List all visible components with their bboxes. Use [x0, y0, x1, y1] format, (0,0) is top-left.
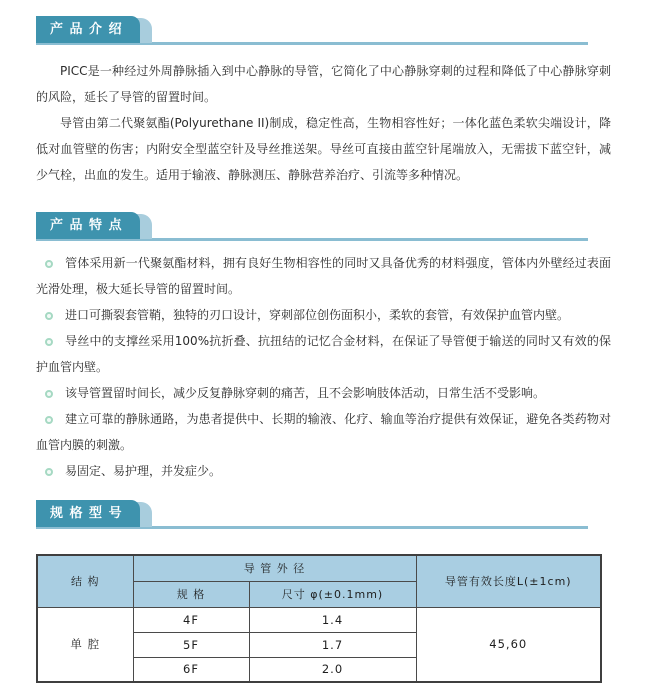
section-heading-specs	[36, 500, 588, 529]
cell-effective-length: 45,60	[416, 607, 601, 682]
col-header-outer-diameter: 导 管 外 径	[133, 555, 416, 581]
col-header-effective-length: 导管有效长度L(±1cm)	[416, 555, 601, 607]
feature-item-text: 该导管置留时间长，减少反复静脉穿刺的痛苦，且不会影响肢体活动，日常生活不受影响。	[65, 386, 546, 400]
feature-item	[36, 380, 611, 406]
table-row	[37, 607, 601, 632]
cell-size: 2.0	[249, 657, 416, 682]
cell-spec: 6F	[133, 657, 249, 682]
cell-structure: 单 腔	[37, 607, 133, 682]
intro-paragraph-2: 导管由第二代聚氨酯(Polyurethane II)制成，稳定性高，生物相容性好；一体化蓝色柔软尖端设计，降低对血管壁的伤害；内附安全型蓝空针及导丝推送架。导丝可直接由蓝空针尾端放入，无需拔下蓝空针，减少气栓，出血的发生。适用于输液、静脉测压、静脉营养治疗、引流等多种情况。	[36, 116, 611, 182]
col-header-spec: 规 格	[133, 581, 249, 607]
cell-spec: 4F	[133, 607, 249, 632]
section-title-specs-label: 规 格 型 号	[50, 506, 123, 521]
feature-item-text: 导丝中的支撑丝采用100%抗折叠、抗扭结的记忆合金材料，在保证了导管便于输送的同时又有效的保护血管内壁。	[36, 334, 611, 374]
ring-bullet-icon	[45, 468, 53, 476]
ring-bullet-icon	[45, 338, 53, 346]
feature-item-text: 进口可撕裂套管鞘，独特的刃口设计，穿刺部位创伤面积小，柔软的套管，有效保护血管内壁。	[65, 308, 570, 322]
cell-size: 1.4	[249, 607, 416, 632]
ring-bullet-icon	[45, 260, 53, 268]
ring-bullet-icon	[45, 312, 53, 320]
intro-paragraph-1: PICC是一种经过外周静脉插入到中心静脉的导管，它简化了中心静脉穿刺的过程和降低了中心静脉穿刺的风险，延长了导管的留置时间。	[36, 64, 611, 104]
section-title-intro	[36, 16, 140, 43]
ring-bullet-icon	[45, 416, 53, 424]
feature-item-text: 易固定、易护理，并发症少。	[65, 464, 222, 478]
feature-item-text: 管体采用新一代聚氨酯材料，拥有良好生物相容性的同时又具备优秀的材料强度，管体内外壁经过表面光滑处理，极大延长导管的留置时间。	[36, 256, 611, 296]
features-list	[36, 250, 611, 484]
section-heading-features	[36, 212, 588, 241]
section-title-specs	[36, 500, 140, 527]
section-title-features	[36, 212, 140, 239]
cell-spec: 5F	[133, 632, 249, 657]
intro-body	[36, 58, 611, 188]
spec-table	[36, 554, 602, 683]
feature-item	[36, 458, 611, 484]
feature-item	[36, 302, 611, 328]
feature-item	[36, 406, 611, 458]
feature-item	[36, 250, 611, 302]
cell-size: 1.7	[249, 632, 416, 657]
section-heading-intro	[36, 16, 588, 45]
ring-bullet-icon	[45, 390, 53, 398]
section-title-intro-label: 产 品 介 绍	[50, 22, 123, 37]
col-header-structure: 结 构	[37, 555, 133, 607]
feature-item-text: 建立可靠的静脉通路，为患者提供中、长期的输液、化疗、输血等治疗提供有效保证，避免各类药物对血管内膜的刺激。	[36, 412, 611, 452]
section-title-features-label: 产 品 特 点	[50, 218, 123, 233]
feature-item	[36, 328, 611, 380]
col-header-size: 尺寸 φ(±0.1mm)	[249, 581, 416, 607]
